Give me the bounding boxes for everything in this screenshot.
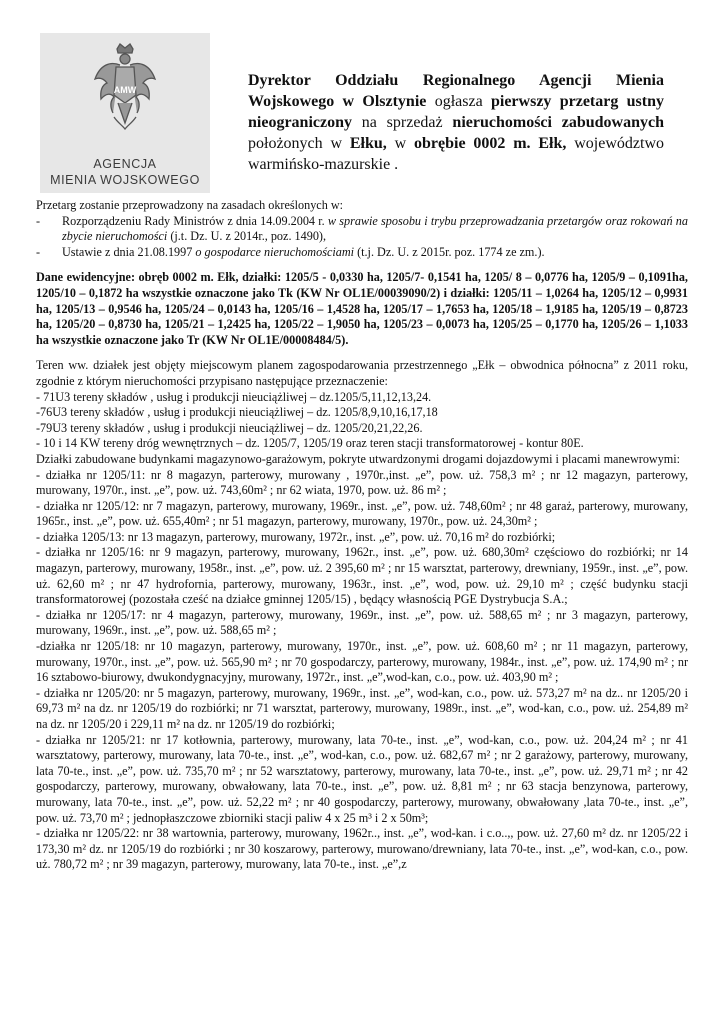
legal-basis-2-c: (t.j. Dz. U. z 2015r. poz. 1774 ze zm.). — [354, 244, 545, 259]
legal-basis-item-2: - Ustawie z dnia 21.08.1997 o gospodarce nieruchomościami (t.j. Dz. U. z 2015r. poz. 1774 ze zm.). — [36, 244, 545, 259]
document-body — [36, 198, 688, 873]
zone-71u3: - 71U3 tereny składów , usług i produkcji nieuciążliwej – dz.1205/5,11,12,13,24. — [36, 389, 432, 404]
announcement-heading — [248, 70, 664, 175]
parcel-1205-20: - działka nr 1205/20: nr 5 magazyn, parterowy, murowany, 1969r., inst. „e”, wod-kan, c.o., pow. uż. 573,27 m² na dz.. nr 1205/20 i 69,73 m² na dz. nr 1205/19 do rozbiórki; nr 71 warsztat, parterowy, murowany, 1989r., inst. „e”, wod-kan, c.o., pow. uż. 254,89 m² na dz. nr 1205/20 i 229,11 m² na dz. nr 1205/19 do rozbiórki; — [36, 685, 688, 731]
agency-logo — [40, 33, 210, 193]
evidence-paragraph — [36, 270, 688, 348]
legal-basis-item-1: - Rozporządzeniu Rady Ministrów z dnia 14.09.2004 r. w sprawie sposobu i trybu przeprowadzania przetargów oraz rokowań na zbycie nieruchomości (j.t. Dz. U. z 2014r., poz. 1490), — [36, 213, 688, 244]
intro-line: Przetarg zostanie przeprowadzony na zasadach określonych w: — [36, 198, 344, 212]
heading-city: Ełku, — [349, 135, 387, 152]
parcel-1205-17: - działka nr 1205/17: nr 4 magazyn, parterowy, murowany, 1969r., inst. „e”, pow. uż. 588,65 m² ; nr 3 magazyn, parterowy, murowany, 1969r., inst. „e”, pow. uż. 588,65 m² ; — [36, 607, 688, 638]
heading-authority: Dyrektor Oddziału Regionalnego Agencji Mienia Wojskowego w Olsztynie — [248, 72, 664, 110]
zone-kw: - 10 i 14 KW tereny dróg wewnętrznych – dz. 1205/7, 1205/19 oraz teren stacji transformatorowej - kontur 80E. — [36, 436, 584, 451]
heading-tender-type: pierwszy przetarg ustny nieograniczony — [248, 93, 665, 131]
eagle-emblem-icon — [92, 43, 158, 151]
parcel-1205-11: - działka nr 1205/11: nr 8 magazyn, parterowy, murowany , 1970r.,inst. „e”, pow. uż. 758,3 m² ; nr 12 magazyn, parterowy, murowany, 1970r., inst. „e”, pow. uż. 743,60m² ; nr 62 wiata, 1970, pow. uż. 86 m² ; — [36, 467, 688, 498]
parcel-1205-16: - działka nr 1205/16: nr 9 magazyn, parterowy, murowany, 1962r., inst. „e”, pow. uż. 680,30m² częściowo do rozbiórki; nr 14 magazyn, parterowy, murowany, 1958r., inst. „e”, pow. uż. 2 395,60 m² ; nr 15 warsztat, parterowy, drewniany, 1959r., inst. „e”, pow. uż. 62,60 m² ; nr 47 hydrofornia, parterowy, murowany, 1963r., inst. „e”, wod, pow. uż. 29,10 m² ; część budynku stacji transformatorowej (pozostała cześć na działce gminnej 1205/15) , będący własnością PGE Dystrybucja S.A.; — [36, 545, 688, 607]
logo-line-1: AGENCJA — [93, 157, 157, 171]
zone-76u3: -76U3 tereny składów , usług i produkcji nieuciążliwej – dz. 1205/8,9,10,16,17,18 — [36, 405, 438, 420]
parcel-1205-13: - działka 1205/13: nr 13 magazyn, parterowy, murowany, 1972r., inst. „e”, pow. uż. 70,16 m² do rozbiórki; — [36, 529, 556, 544]
plan-paragraph: Teren ww. działek jest objęty miejscowym planem zagospodarowania przestrzennego „Ełk – obwodnica północna” z 2011 roku, zgodnie z którym nieruchomości przypisano następujące przeznaczenie: — [36, 358, 688, 388]
buildings-intro: Działki zabudowane budynkami magazynowo-garażowym, pokryte utwardzonymi drogami dojazdowymi i placami manewrowymi: — [36, 451, 681, 466]
evidence-label: Dane ewidencyjne — [36, 270, 131, 285]
heading-text-5: województwo warmińsko-mazurskie . — [248, 135, 664, 173]
parcel-1205-18: -działka nr 1205/18: nr 10 magazyn, parterowy, murowany, 1970r., inst. „e”, pow. uż. 608,60 m² ; nr 11 magazyn, parterowy, murowany, 1970r., inst. „e”, pow. uż. 565,90 m² ; nr 70 gospodarczy, parterowy, murowany, 1984r., inst. „e”, pow. uż. 174,90 m² ; nr 16 sztabowo-biurowy, dwukondygnacyjny, murowany, 1972r., inst. „e”,wod-kan, c.o., pow. uż. 403,90 m² ; — [36, 639, 688, 685]
legal-basis-1-c: (j.t. Dz. U. z 2014r., poz. 1490), — [167, 229, 327, 244]
heading-property-type: nieruchomości zabudowanych — [452, 114, 665, 131]
legal-basis-1-title: w sprawie sposobu i trybu przeprowadzania przetargów oraz rokowań na zbycie nieruchomości — [62, 213, 688, 244]
heading-text-2: na sprzedaż — [352, 114, 453, 131]
heading-text-4: w — [386, 135, 415, 152]
parcel-1205-21: - działka nr 1205/21: nr 17 kotłownia, parterowy, murowany, lata 70-te., inst. „e”, wod-kan, c.o., pow. uż. 204,24 m² ; nr 41 warsztatowy, parterowy, murowany, lata 70-te., inst. „e”, wod-kan, c.o., pow. uż. 682,67 m² ; nr 2 garażowy, parterowy, murowany, lata 70-te., inst. „e”, pow. uż. 735,70 m² ; nr 52 warsztatowy, parterowy, murowany, lata 70-te., inst. „e”, pow. uż. 29,71 m² ; nr 42 gospodarczy, parterowy, murowany, obwałowany, lata 70-te., inst. „e”, pow. uż. 8,81 m² ; nr 63 stacja benzynowa, parterowy, murowany, lata 70-te., inst. „e”, pow. uż. 52,22 m² ; nr 40 gospodarczy, parterowy, murowany, obwałowany ,lata 70-te., inst. „e”, pow. uż. 73,70 m² ; jednopłaszczowe zbiorniki stacji paliw 4 x 25 m³ i 2 x 50m³; — [36, 732, 688, 825]
parcel-1205-22: - działka nr 1205/22: nr 38 wartownia, parterowy, murowany, 1962r.., inst. „e”, wod-kan. i c.o..,, pow. uż. 27,60 m² dz. nr 1205/22 i 173,30 m² dz. nr 1205/19 do rozbiórki ; nr 30 koszarowy, parterowy, murowano/drewniany, lata 70-te., inst. „e”, wod-kan, c.o., pow. uż. 780,72 m² ; nr 39 magazyn, parterowy, murowany, lata 70-te., inst. „e”,z — [36, 826, 688, 872]
emblem-text: AMW — [113, 85, 137, 95]
zone-79u3: -79U3 tereny składów , usług i produkcji nieuciążliwej – dz. 1205/20,21,22,26. — [36, 420, 423, 435]
heading-text-1: ogłasza — [426, 93, 491, 110]
legal-basis-2-title: o gospodarce nieruchomościami — [195, 244, 355, 259]
evidence-text: : obręb 0002 m. Ełk, działki: 1205/5 - 0,0330 ha, 1205/7- 0,1541 ha, 1205/ 8 – 0,0776 ha, 1205/9 – 0,1091ha, 1205/10 – 0,1872 ha wszystkie oznaczone jako Tk (KW Nr OL1E/00039090/2) i działki: 1205/11 – 1,0264 ha, 1205/12 – 0,9931 ha, 1205/13 – 0,9546 ha, 1205/24 – 0,0143 ha, 1205/16 – 1,4528 ha, 1205/17 – 1,7653 ha, 1205/18 – 1,9185 ha, 1205/19 – 0,8723 ha, 1205/20 – 0,8730 ha, 1205/21 – 1,2425 ha, 1205/22 – 1,9050 ha, 1205/23 – 0,0073 ha, 1205/25 – 0,1770 ha, 1205/26 – 1,1033 ha wszystkie oznaczone jako Tr (KW Nr OL1E/00008484/5). — [36, 270, 688, 347]
legal-basis-2-a: Ustawie z dnia 21.08.1997 — [62, 244, 196, 259]
logo-line-2: MIENIA WOJSKOWEGO — [50, 173, 200, 187]
heading-text-3: położonych w — [248, 135, 350, 152]
heading-precinct: obrębie 0002 m. Ełk, — [414, 135, 567, 152]
legal-basis-1-a: Rozporządzeniu Rady Ministrów z dnia 14.09.2004 r. — [62, 213, 328, 228]
parcel-1205-12: - działka nr 1205/12: nr 7 magazyn, parterowy, murowany, 1969r., inst. „e”, pow. uż. 748,60m² ; nr 48 garaż, parterowy, murowany, 1965r., inst. „e”, pow. uż. 655,40m² ; nr 51 magazyn, parterowy, murowany, 1970r., pow. uż. 24,30m² ; — [36, 498, 688, 529]
